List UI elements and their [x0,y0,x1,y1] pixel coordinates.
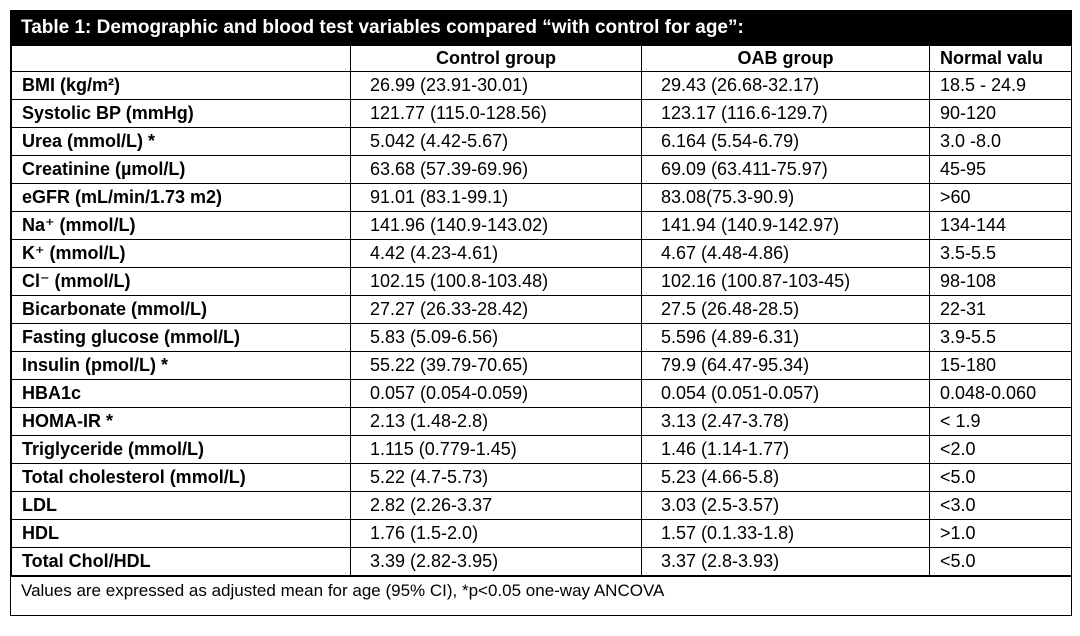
header-row [12,46,1073,72]
oab-value: 6.164 (5.54-6.79) [642,128,930,156]
row-label: eGFR (mL/min/1.73 m2) [12,184,351,212]
oab-value: 69.09 (63.411-75.97) [642,156,930,184]
oab-value: 0.054 (0.051-0.057) [642,380,930,408]
normal-value: 90-120 [930,100,1073,128]
normal-value: 3.9-5.5 [930,324,1073,352]
oab-value: 141.94 (140.9-142.97) [642,212,930,240]
oab-value: 1.57 (0.1.33-1.8) [642,520,930,548]
normal-value: 98-108 [930,268,1073,296]
normal-value: 0.048-0.060 [930,380,1073,408]
table-body [12,72,1073,576]
row-label: Fasting glucose (mmol/L) [12,324,351,352]
header-normal: Normal valu [930,46,1073,72]
table-row [12,324,1073,352]
oab-value: 3.37 (2.8-3.93) [642,548,930,576]
control-value: 5.83 (5.09-6.56) [351,324,642,352]
oab-value: 29.43 (26.68-32.17) [642,72,930,100]
table-row [12,100,1073,128]
oab-value: 5.23 (4.66-5.8) [642,464,930,492]
control-value: 5.22 (4.7-5.73) [351,464,642,492]
normal-value: 22-31 [930,296,1073,324]
normal-value: <3.0 [930,492,1073,520]
oab-value: 27.5 (26.48-28.5) [642,296,930,324]
results-table [11,45,1072,576]
row-label: Triglyceride (mmol/L) [12,436,351,464]
table-row [12,492,1073,520]
row-label: Insulin (pmol/L) * [12,352,351,380]
oab-value: 3.03 (2.5-3.57) [642,492,930,520]
oab-value: 5.596 (4.89-6.31) [642,324,930,352]
control-value: 27.27 (26.33-28.42) [351,296,642,324]
normal-value: 15-180 [930,352,1073,380]
control-value: 102.15 (100.8-103.48) [351,268,642,296]
oab-value: 123.17 (116.6-129.7) [642,100,930,128]
control-value: 0.057 (0.054-0.059) [351,380,642,408]
table-row [12,212,1073,240]
row-label: BMI (kg/m²) [12,72,351,100]
table-row [12,184,1073,212]
row-label: Na⁺ (mmol/L) [12,212,351,240]
normal-value: <2.0 [930,436,1073,464]
normal-value: >1.0 [930,520,1073,548]
oab-value: 102.16 (100.87-103-45) [642,268,930,296]
header-variable [12,46,351,72]
row-label: HDL [12,520,351,548]
table-row [12,436,1073,464]
control-value: 63.68 (57.39-69.96) [351,156,642,184]
normal-value: < 1.9 [930,408,1073,436]
control-value: 1.115 (0.779-1.45) [351,436,642,464]
row-label: LDL [12,492,351,520]
control-value: 91.01 (83.1-99.1) [351,184,642,212]
row-label: Bicarbonate (mmol/L) [12,296,351,324]
control-value: 1.76 (1.5-2.0) [351,520,642,548]
control-value: 2.82 (2.26-3.37 [351,492,642,520]
control-value: 4.42 (4.23-4.61) [351,240,642,268]
control-value: 26.99 (23.91-30.01) [351,72,642,100]
oab-value: 83.08(75.3-90.9) [642,184,930,212]
normal-value: 134-144 [930,212,1073,240]
row-label: Systolic BP (mmHg) [12,100,351,128]
table-row [12,268,1073,296]
row-label: Urea (mmol/L) * [12,128,351,156]
row-label: Creatinine (µmol/L) [12,156,351,184]
header-control: Control group [351,46,642,72]
oab-value: 1.46 (1.14-1.77) [642,436,930,464]
normal-value: 3.5-5.5 [930,240,1073,268]
control-value: 2.13 (1.48-2.8) [351,408,642,436]
control-value: 3.39 (2.82-3.95) [351,548,642,576]
table-row [12,72,1073,100]
oab-value: 79.9 (64.47-95.34) [642,352,930,380]
row-label: K⁺ (mmol/L) [12,240,351,268]
row-label: HBA1c [12,380,351,408]
table-row [12,380,1073,408]
oab-value: 3.13 (2.47-3.78) [642,408,930,436]
normal-value: 3.0 -8.0 [930,128,1073,156]
table-row [12,520,1073,548]
data-table [10,10,1072,616]
table-row [12,548,1073,576]
control-value: 121.77 (115.0-128.56) [351,100,642,128]
header-oab: OAB group [642,46,930,72]
normal-value: 45-95 [930,156,1073,184]
table-row [12,128,1073,156]
normal-value: >60 [930,184,1073,212]
row-label: Cl⁻ (mmol/L) [12,268,351,296]
control-value: 55.22 (39.79-70.65) [351,352,642,380]
row-label: Total Chol/HDL [12,548,351,576]
table-row [12,240,1073,268]
table-row [12,296,1073,324]
table-footnote: Values are expressed as adjusted mean for age (95% CI), *p<0.05 one-way ANCOVA [11,576,1071,603]
table-title: Table 1: Demographic and blood test variables compared “with control for age”: [11,11,1071,45]
table-row [12,352,1073,380]
normal-value: <5.0 [930,464,1073,492]
table-row [12,156,1073,184]
normal-value: <5.0 [930,548,1073,576]
control-value: 5.042 (4.42-5.67) [351,128,642,156]
normal-value: 18.5 - 24.9 [930,72,1073,100]
table-row [12,408,1073,436]
table-row [12,464,1073,492]
oab-value: 4.67 (4.48-4.86) [642,240,930,268]
row-label: Total cholesterol (mmol/L) [12,464,351,492]
control-value: 141.96 (140.9-143.02) [351,212,642,240]
row-label: HOMA-IR * [12,408,351,436]
